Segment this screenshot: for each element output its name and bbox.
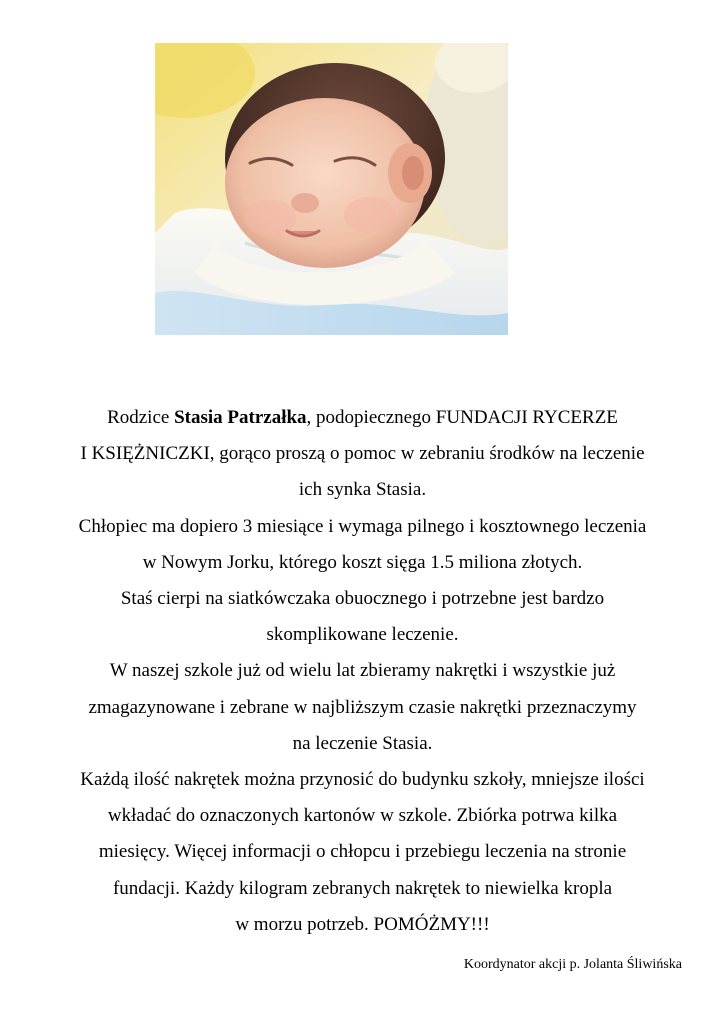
- appeal-line: ich synka Stasia.: [298, 479, 427, 501]
- intro-text-continued: , podopiecznego FUNDACJI RYCERZE: [306, 407, 618, 428]
- coordinator-signature: Koordynator akcji p. Jolanta Śliwińska: [463, 957, 682, 972]
- baby-photo: [155, 43, 508, 335]
- appeal-line: Każdą ilość nakrętek można przynosić do budynku szkoły, mniejsze ilości: [80, 769, 645, 791]
- appeal-line: Chłopiec ma dopiero 3 miesiące i wymaga pilnego i kosztownego leczenia: [78, 515, 647, 537]
- appeal-line: w Nowym Jorku, którego koszt sięga 1.5 miliona złotych.: [142, 551, 583, 573]
- appeal-line: Staś cierpi na siatkówczaka obuocznego i potrzebne jest bardzo: [120, 588, 605, 610]
- intro-text: Rodzice: [107, 407, 175, 428]
- appeal-line: w morzu potrzeb. POMÓŻMY!!!: [235, 913, 490, 935]
- baby-illustration: [155, 43, 508, 335]
- appeal-line: miesięcy. Więcej informacji o chłopcu i przebiegu leczenia na stronie: [98, 841, 627, 863]
- appeal-line: W naszej szkole już od wielu lat zbieramy nakrętki i wszystkie już: [109, 660, 616, 682]
- appeal-line: na leczenie Stasia.: [292, 732, 433, 754]
- appeal-line: I KSIĘŻNICZKI, gorąco proszą o pomoc w zebraniu środków na leczenie: [80, 443, 645, 465]
- appeal-line: skomplikowane leczenie.: [266, 624, 459, 646]
- appeal-text: [30, 400, 695, 943]
- appeal-line: fundacji. Każdy kilogram zebranych nakrętek to niewielka kropla: [112, 877, 613, 899]
- appeal-line: wkładać do oznaczonych kartonów w szkole. Zbiórka potrwa kilka: [107, 805, 618, 827]
- appeal-line: [30, 400, 695, 436]
- appeal-line: zmagazynowane i zebrane w najbliższym czasie nakrętki przeznaczymy: [88, 696, 637, 718]
- child-name: Stasia Patrzałka: [174, 407, 307, 428]
